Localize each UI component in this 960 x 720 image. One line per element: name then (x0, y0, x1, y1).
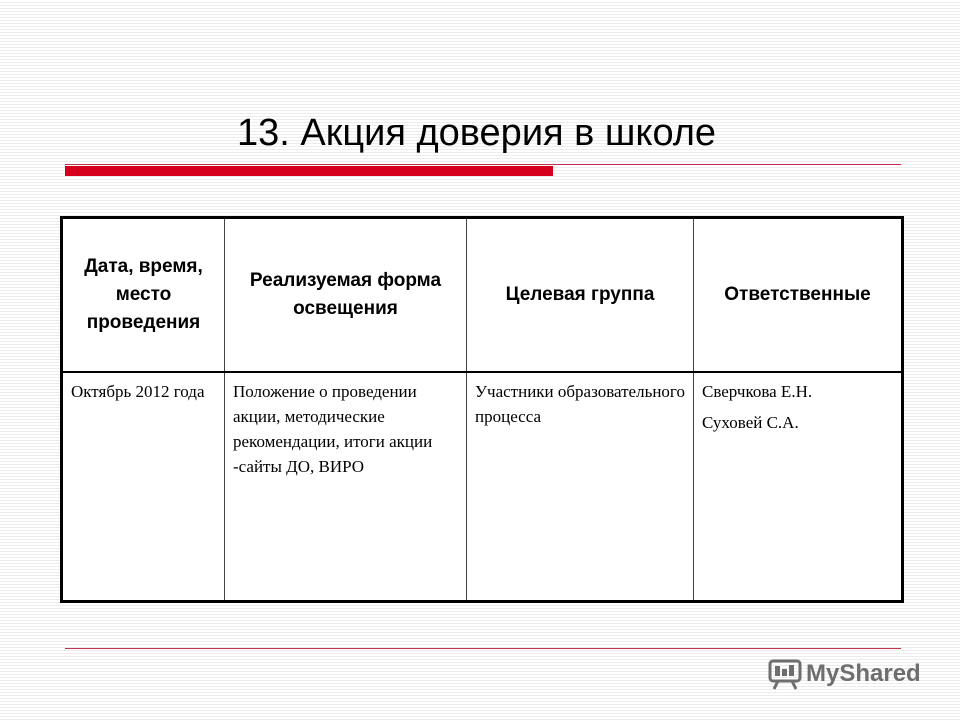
accent-bar (65, 166, 553, 176)
header-responsible: Ответственные (694, 218, 903, 373)
slide-title: 13. Акция доверия в школе (237, 112, 717, 154)
header-date: Дата, время, место проведения (62, 218, 225, 373)
table-row (62, 372, 903, 602)
cell-target-group: Участники образовательного процесса (467, 372, 694, 602)
watermark-text: MyShared (806, 660, 921, 687)
table-header-row (62, 218, 903, 373)
accent-line-top (65, 164, 901, 165)
header-target-group: Целевая группа (467, 218, 694, 373)
watermark (768, 656, 921, 692)
header-form: Реализуемая форма освещения (225, 218, 467, 373)
responsible-person: Суховей С.А. (702, 413, 799, 432)
schedule-table (60, 216, 904, 603)
cell-form: Положение о проведении акции, методические рекомендации, итоги акции -сайты ДО, ВИРО (225, 372, 467, 602)
presentation-board-icon (768, 657, 802, 691)
accent-line-bottom (65, 648, 901, 649)
cell-responsible (694, 372, 903, 602)
cell-date: Октябрь 2012 года (62, 372, 225, 602)
responsible-person: Сверчкова Е.Н. (702, 382, 813, 401)
